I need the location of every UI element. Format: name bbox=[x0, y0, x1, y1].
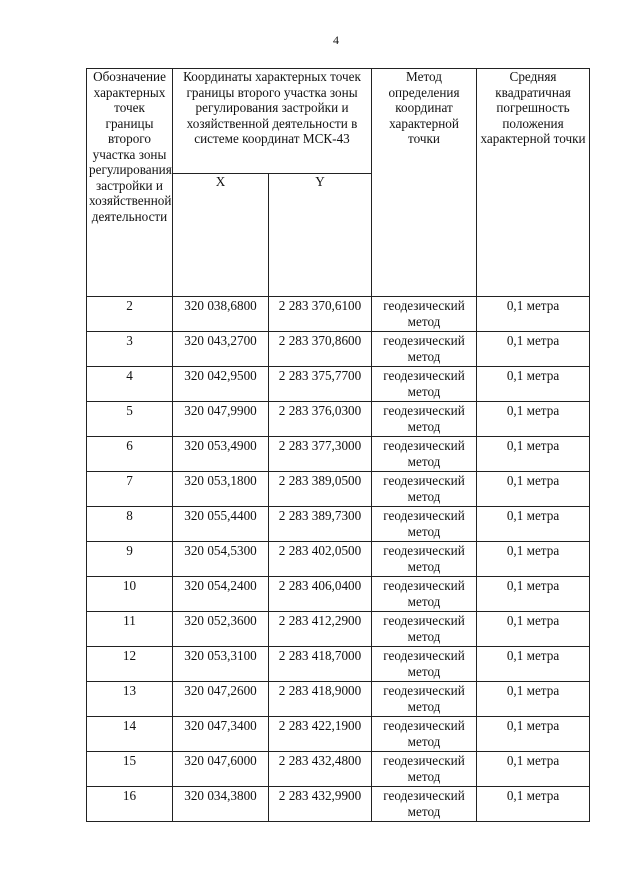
cell-method: геодезический метод bbox=[372, 787, 477, 822]
cell-error: 0,1 метра bbox=[477, 402, 590, 437]
cell-x: 320 042,9500 bbox=[173, 367, 269, 402]
cell-method: геодезический метод bbox=[372, 682, 477, 717]
cell-error: 0,1 метра bbox=[477, 647, 590, 682]
cell-error: 0,1 метра bbox=[477, 717, 590, 752]
cell-error: 0,1 метра bbox=[477, 682, 590, 717]
cell-y: 2 283 376,0300 bbox=[269, 402, 372, 437]
table-row bbox=[87, 647, 590, 682]
cell-x: 320 053,3100 bbox=[173, 647, 269, 682]
table-row bbox=[87, 612, 590, 647]
cell-point: 4 bbox=[87, 367, 173, 402]
cell-x: 320 054,5300 bbox=[173, 542, 269, 577]
table-row bbox=[87, 682, 590, 717]
cell-method: геодезический метод bbox=[372, 437, 477, 472]
cell-point: 3 bbox=[87, 332, 173, 367]
cell-y: 2 283 432,4800 bbox=[269, 752, 372, 787]
table-row bbox=[87, 297, 590, 332]
page-number: 4 bbox=[333, 33, 339, 47]
cell-point: 6 bbox=[87, 437, 173, 472]
cell-error: 0,1 метра bbox=[477, 297, 590, 332]
cell-error: 0,1 метра bbox=[477, 332, 590, 367]
table-row bbox=[87, 367, 590, 402]
cell-x: 320 043,2700 bbox=[173, 332, 269, 367]
cell-error: 0,1 метра bbox=[477, 542, 590, 577]
cell-x: 320 047,9900 bbox=[173, 402, 269, 437]
cell-x: 320 054,2400 bbox=[173, 577, 269, 612]
cell-method: геодезический метод bbox=[372, 367, 477, 402]
cell-point: 2 bbox=[87, 297, 173, 332]
cell-y: 2 283 389,7300 bbox=[269, 507, 372, 542]
cell-method: геодезический метод bbox=[372, 297, 477, 332]
cell-x: 320 038,6800 bbox=[173, 297, 269, 332]
cell-method: геодезический метод bbox=[372, 507, 477, 542]
cell-x: 320 047,3400 bbox=[173, 717, 269, 752]
cell-y: 2 283 375,7700 bbox=[269, 367, 372, 402]
cell-method: геодезический метод bbox=[372, 717, 477, 752]
cell-method: геодезический метод bbox=[372, 542, 477, 577]
cell-method: геодезический метод bbox=[372, 577, 477, 612]
cell-y: 2 283 377,3000 bbox=[269, 437, 372, 472]
cell-method: геодезический метод bbox=[372, 402, 477, 437]
table-row bbox=[87, 332, 590, 367]
cell-method: геодезический метод bbox=[372, 472, 477, 507]
cell-point: 15 bbox=[87, 752, 173, 787]
cell-point: 12 bbox=[87, 647, 173, 682]
table-row bbox=[87, 752, 590, 787]
table-row bbox=[87, 542, 590, 577]
cell-method: геодезический метод bbox=[372, 612, 477, 647]
cell-point: 11 bbox=[87, 612, 173, 647]
cell-point: 13 bbox=[87, 682, 173, 717]
cell-x: 320 034,3800 bbox=[173, 787, 269, 822]
cell-error: 0,1 метра bbox=[477, 367, 590, 402]
cell-method: геодезический метод bbox=[372, 332, 477, 367]
table-header bbox=[87, 69, 590, 297]
cell-x: 320 053,4900 bbox=[173, 437, 269, 472]
cell-point: 14 bbox=[87, 717, 173, 752]
cell-point: 16 bbox=[87, 787, 173, 822]
header-y: Y bbox=[269, 174, 372, 297]
cell-y: 2 283 406,0400 bbox=[269, 577, 372, 612]
cell-y: 2 283 422,1900 bbox=[269, 717, 372, 752]
coordinates-table bbox=[86, 68, 590, 822]
cell-error: 0,1 метра bbox=[477, 752, 590, 787]
cell-x: 320 055,4400 bbox=[173, 507, 269, 542]
table-row bbox=[87, 402, 590, 437]
cell-error: 0,1 метра bbox=[477, 612, 590, 647]
table-body bbox=[87, 297, 590, 822]
cell-y: 2 283 370,8600 bbox=[269, 332, 372, 367]
cell-x: 320 047,2600 bbox=[173, 682, 269, 717]
table-row bbox=[87, 437, 590, 472]
header-point-designation: Обозначение характерных точек границы второго участка зоны регулирования застройки и хозяйственной деятельности bbox=[87, 69, 173, 297]
cell-method: геодезический метод bbox=[372, 647, 477, 682]
cell-y: 2 283 402,0500 bbox=[269, 542, 372, 577]
cell-point: 7 bbox=[87, 472, 173, 507]
table-row bbox=[87, 472, 590, 507]
cell-y: 2 283 389,0500 bbox=[269, 472, 372, 507]
table-row bbox=[87, 787, 590, 822]
cell-error: 0,1 метра bbox=[477, 787, 590, 822]
cell-error: 0,1 метра bbox=[477, 472, 590, 507]
table-row bbox=[87, 507, 590, 542]
header-error: Средняя квадратичная погрешность положения характерной точки bbox=[477, 69, 590, 297]
cell-x: 320 053,1800 bbox=[173, 472, 269, 507]
cell-point: 10 bbox=[87, 577, 173, 612]
cell-method: геодезический метод bbox=[372, 752, 477, 787]
cell-point: 8 bbox=[87, 507, 173, 542]
cell-y: 2 283 412,2900 bbox=[269, 612, 372, 647]
cell-y: 2 283 432,9900 bbox=[269, 787, 372, 822]
cell-point: 5 bbox=[87, 402, 173, 437]
table-row bbox=[87, 577, 590, 612]
cell-y: 2 283 418,7000 bbox=[269, 647, 372, 682]
cell-y: 2 283 418,9000 bbox=[269, 682, 372, 717]
cell-x: 320 052,3600 bbox=[173, 612, 269, 647]
cell-point: 9 bbox=[87, 542, 173, 577]
header-coordinates: Координаты характерных точек границы второго участка зоны регулирования застройки и хозяйственной деятельности в системе координат МСК-43 bbox=[173, 69, 372, 174]
header-method: Метод определения координат характерной точки bbox=[372, 69, 477, 297]
cell-error: 0,1 метра bbox=[477, 437, 590, 472]
table-row bbox=[87, 717, 590, 752]
cell-x: 320 047,6000 bbox=[173, 752, 269, 787]
header-x: X bbox=[173, 174, 269, 297]
cell-error: 0,1 метра bbox=[477, 577, 590, 612]
cell-error: 0,1 метра bbox=[477, 507, 590, 542]
cell-y: 2 283 370,6100 bbox=[269, 297, 372, 332]
